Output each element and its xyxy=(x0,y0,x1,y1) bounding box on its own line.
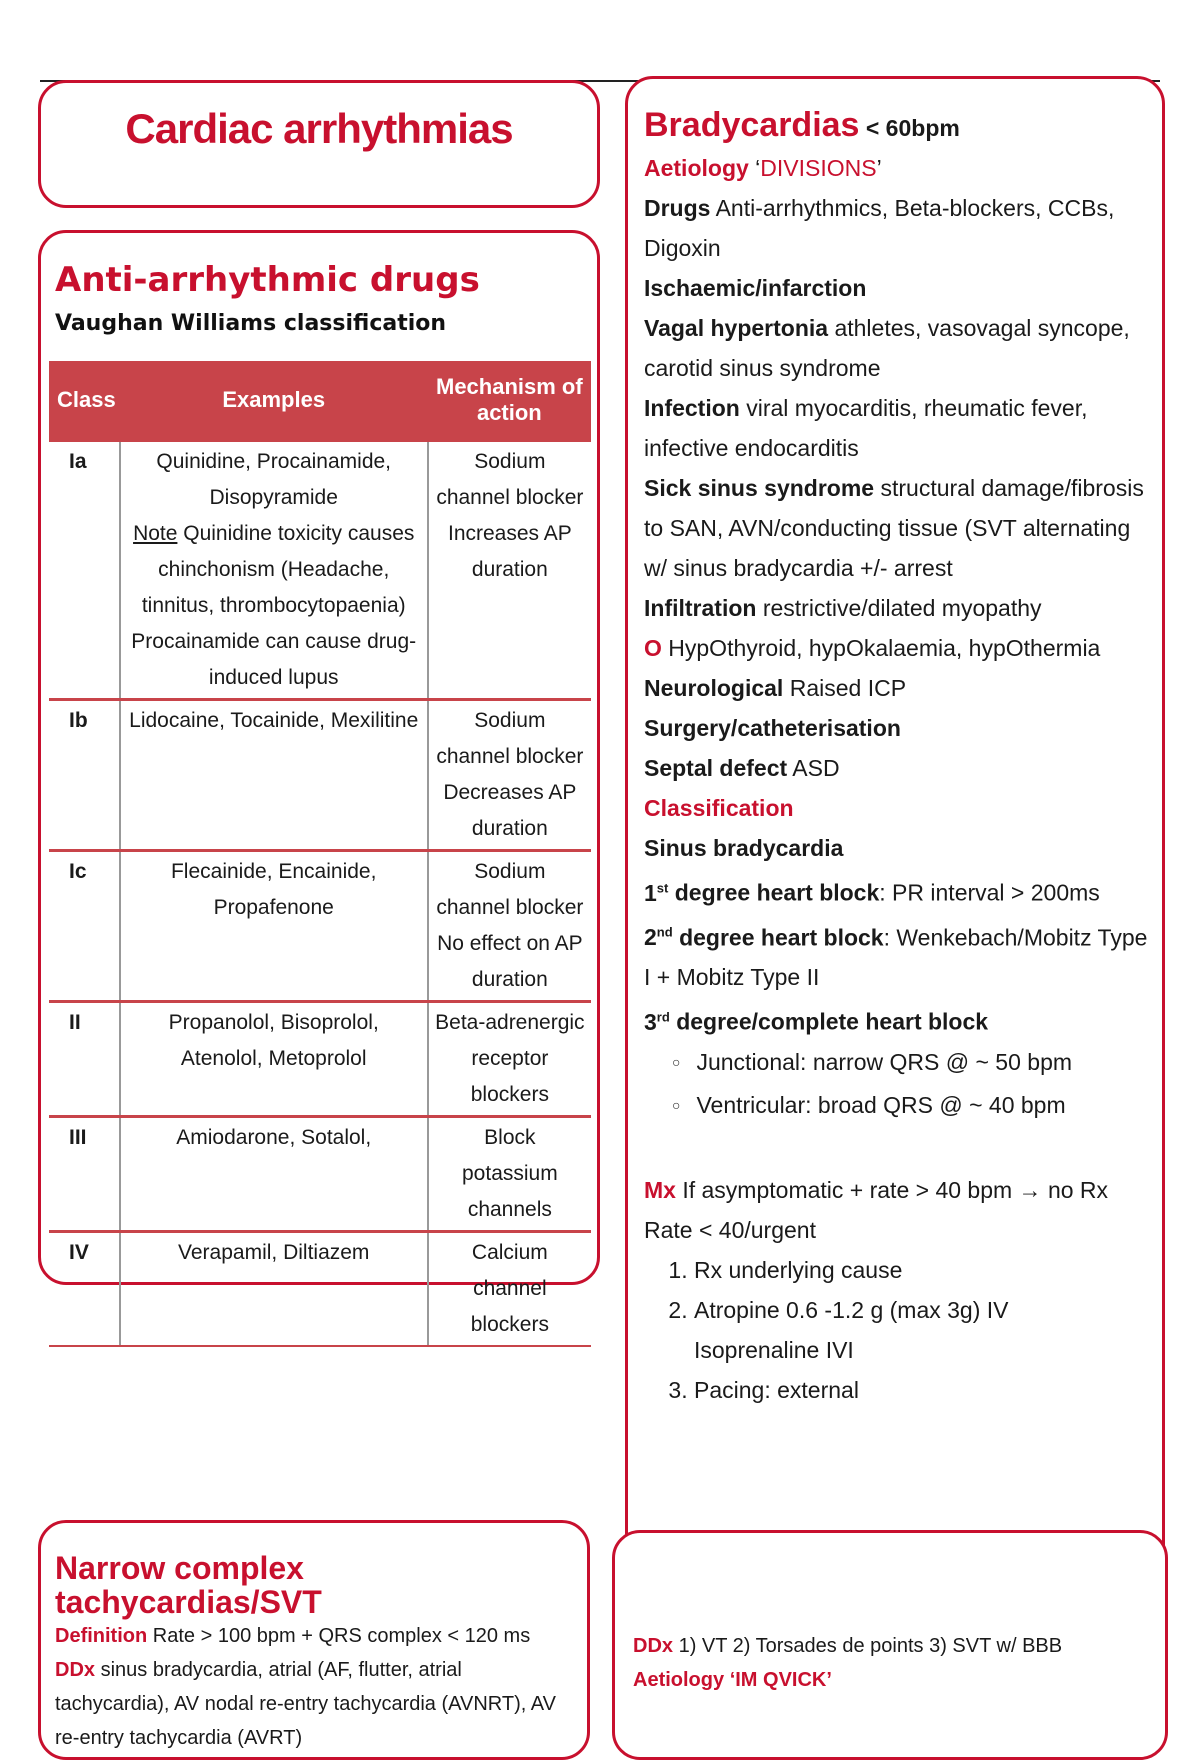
aetiology-mnemonic: DIVISIONS xyxy=(760,155,877,181)
title-panel xyxy=(38,80,600,208)
examples-cell xyxy=(120,441,428,700)
sick-sinus-label: Sick sinus syndrome xyxy=(644,475,875,501)
vt-aetiology-label: Aetiology xyxy=(633,1669,725,1691)
second-degree-text: : Wenkebach/Mobitz Type I + Mobitz Type II xyxy=(644,924,1148,991)
first-degree-line: 1st degree heart block: PR interval > 200ms xyxy=(644,879,1100,906)
sinus-bradycardia: Sinus bradycardia xyxy=(644,835,844,861)
mechanism-text: No effect on AP duration xyxy=(437,932,583,991)
neuro-label: Neurological xyxy=(644,675,784,701)
vt-aetiology-line xyxy=(633,1663,1153,1697)
note-label: Note xyxy=(133,522,178,545)
brady-heading-line xyxy=(644,105,1159,148)
table-row xyxy=(49,700,591,851)
first-degree-label: degree heart block xyxy=(674,879,880,906)
definition-text: Rate > 100 bpm + QRS complex < 120 ms xyxy=(152,1625,531,1647)
first-degree-text: : PR interval > 200ms xyxy=(879,879,1100,906)
bradycardias-content xyxy=(644,105,1159,1410)
brady-title: Bradycardias xyxy=(644,106,860,144)
vt-ddx-line xyxy=(633,1629,1153,1663)
class-cell: Ia xyxy=(49,441,120,700)
column-header-examples: Examples xyxy=(120,361,428,441)
third-degree-label: degree/complete heart block xyxy=(676,1008,989,1035)
ddx-label: DDx xyxy=(55,1659,96,1681)
examples-cell: Verapamil, Diltiazem xyxy=(120,1232,428,1347)
mx-label: Mx xyxy=(644,1176,676,1203)
vagal-text: athletes, vasovagal syncope, carotid sinus syndrome xyxy=(644,315,1130,381)
septal-label: Septal defect xyxy=(644,755,788,781)
second-degree-line: 2nd degree heart block: Wenkebach/Mobitz Type I + Mobitz Type II xyxy=(644,924,1148,991)
drug-classification-table xyxy=(49,361,591,1347)
brady-rate: < 60bpm xyxy=(865,115,960,141)
infiltration-label: Infiltration xyxy=(644,595,757,621)
examples-text: Quinidine, Procainamide, Disopyramide xyxy=(156,450,392,509)
mechanism-cell: Block potassium channels xyxy=(428,1117,591,1232)
drugs-panel xyxy=(38,230,600,1336)
o-text: HypOthyroid, hypOkalaemia, hypOthermia xyxy=(668,635,1101,661)
aetiology-line: Aetiology ‘DIVISIONS’ xyxy=(644,155,882,181)
examples-cell: Propanolol, Bisoprolol, Atenolol, Metoprolol xyxy=(120,1002,428,1117)
septal-text: ASD xyxy=(792,755,840,781)
mechanism-text: Sodium channel blocker xyxy=(436,709,584,768)
examples-cell: Amiodarone, Sotalol, xyxy=(120,1117,428,1232)
page-title: Cardiac arrhythmias xyxy=(125,105,513,152)
drugs-text: Anti-arrhythmics, Beta-blockers, CCBs, Digoxin xyxy=(644,195,1115,261)
mechanism-cell xyxy=(428,851,591,1002)
step-extra: Isoprenaline IVI xyxy=(694,1336,854,1363)
infiltration-line xyxy=(644,588,1159,628)
vt-panel xyxy=(612,1530,1168,1760)
vt-ddx-label: DDx xyxy=(633,1635,674,1657)
mechanism-cell xyxy=(428,441,591,700)
table-row xyxy=(49,1232,591,1347)
infiltration-text: restrictive/dilated myopathy xyxy=(762,595,1042,621)
column-header-mechanism: Mechanism of action xyxy=(428,361,591,441)
vt-content xyxy=(633,1629,1153,1697)
mechanism-cell xyxy=(428,700,591,851)
second-degree-label: degree heart block xyxy=(679,924,884,951)
drugs-subtitle: Vaughan Williams classification xyxy=(55,311,447,336)
note-body: Quinidine toxicity causes chinchonism (Headache, tinnitus, thrombocytopaenia) xyxy=(141,522,415,617)
svt-title: Narrow complex tachycardias/SVT xyxy=(55,1550,322,1620)
class-cell: II xyxy=(49,1002,120,1117)
mx-text: If asymptomatic + rate > 40 bpm → no Rx xyxy=(682,1176,1109,1203)
infection-text: viral myocarditis, rheumatic fever, infective endocarditis xyxy=(644,395,1088,461)
mechanism-cell: Calcium channel blockers xyxy=(428,1232,591,1347)
list-item: 1. Rx underlying cause xyxy=(694,1250,1159,1290)
ddx-line xyxy=(55,1653,575,1755)
mechanism-text: Sodium channel blocker xyxy=(436,860,584,919)
class-cell: III xyxy=(49,1117,120,1232)
class-cell: IV xyxy=(49,1232,120,1347)
table-row xyxy=(49,1117,591,1232)
definition-label: Definition xyxy=(55,1625,148,1647)
septal-line xyxy=(644,748,1159,788)
list-item xyxy=(694,1290,1159,1370)
column-header-class: Class xyxy=(49,361,120,441)
third-degree-list xyxy=(644,1042,1159,1128)
list-item: ○ Junctional: narrow QRS @ ~ 50 bpm xyxy=(672,1042,1159,1085)
mechanism-cell: Beta-adrenergic receptor blockers xyxy=(428,1002,591,1117)
examples-cell: Lidocaine, Tocainide, Mexilitine xyxy=(120,700,428,851)
svt-content xyxy=(55,1551,575,1755)
surgery-line: Surgery/catheterisation xyxy=(644,715,901,741)
table-header-row xyxy=(49,361,591,441)
drugs-label: Drugs xyxy=(644,195,711,221)
rate-line: Rate < 40/urgent xyxy=(644,1216,816,1243)
neuro-line xyxy=(644,668,1159,708)
sick-sinus-line xyxy=(644,468,1159,588)
mechanism-text: Decreases AP duration xyxy=(443,781,577,840)
vt-aetiology-text: ‘IM QVICK’ xyxy=(729,1669,832,1691)
vagal-line xyxy=(644,308,1159,388)
infection-label: Infection xyxy=(644,395,740,421)
sick-sinus-text: structural damage/fibrosis to SAN, AVN/conducting tissue (SVT alternating w/ sinus bradycardia +/- arrest xyxy=(644,475,1144,581)
vt-ddx-text: 1) VT 2) Torsades de points 3) SVT w/ BBB xyxy=(678,1635,1063,1657)
note-text xyxy=(127,516,421,624)
ddx-text: sinus bradycardia, atrial (AF, flutter, atrial tachycardia), AV nodal re-entry tachycardia (AVNRT), AV re-entry tachycardia (AVRT) xyxy=(55,1659,556,1749)
drugs-line xyxy=(644,188,1159,268)
list-item: ○ Ventricular: broad QRS @ ~ 40 bpm xyxy=(672,1085,1159,1128)
extra-text: Procainamide can cause drug-induced lupus xyxy=(131,630,417,689)
neuro-text: Raised ICP xyxy=(789,675,907,701)
class-cell: Ib xyxy=(49,700,120,851)
mechanism-text: Sodium channel blocker xyxy=(436,450,584,509)
management-steps xyxy=(644,1250,1159,1410)
step-text: Atropine 0.6 -1.2 g (max 3g) IV xyxy=(694,1296,1009,1323)
mechanism-text: Increases AP duration xyxy=(447,522,572,581)
svt-panel xyxy=(38,1520,590,1760)
third-degree-line: 3rd degree/complete heart block xyxy=(644,1008,989,1035)
table-row xyxy=(49,1002,591,1117)
infection-line xyxy=(644,388,1159,468)
aetiology-label: Aetiology xyxy=(644,155,749,181)
definition-line xyxy=(55,1619,575,1653)
table-row xyxy=(49,441,591,700)
examples-cell: Flecainide, Encainide, Propafenone xyxy=(120,851,428,1002)
class-cell: Ic xyxy=(49,851,120,1002)
mx-line xyxy=(644,1170,1159,1210)
table-row xyxy=(49,851,591,1002)
bradycardias-panel xyxy=(625,76,1165,1621)
o-line xyxy=(644,628,1159,668)
drugs-heading xyxy=(55,261,575,344)
vagal-label: Vagal hypertonia xyxy=(644,315,829,341)
ischaemic-line: Ischaemic/infarction xyxy=(644,275,867,301)
list-item: 3. Pacing: external xyxy=(694,1370,1159,1410)
o-label: O xyxy=(644,635,662,661)
classification-heading: Classification xyxy=(644,795,794,821)
drugs-title: Anti-arrhythmic drugs xyxy=(55,260,480,300)
